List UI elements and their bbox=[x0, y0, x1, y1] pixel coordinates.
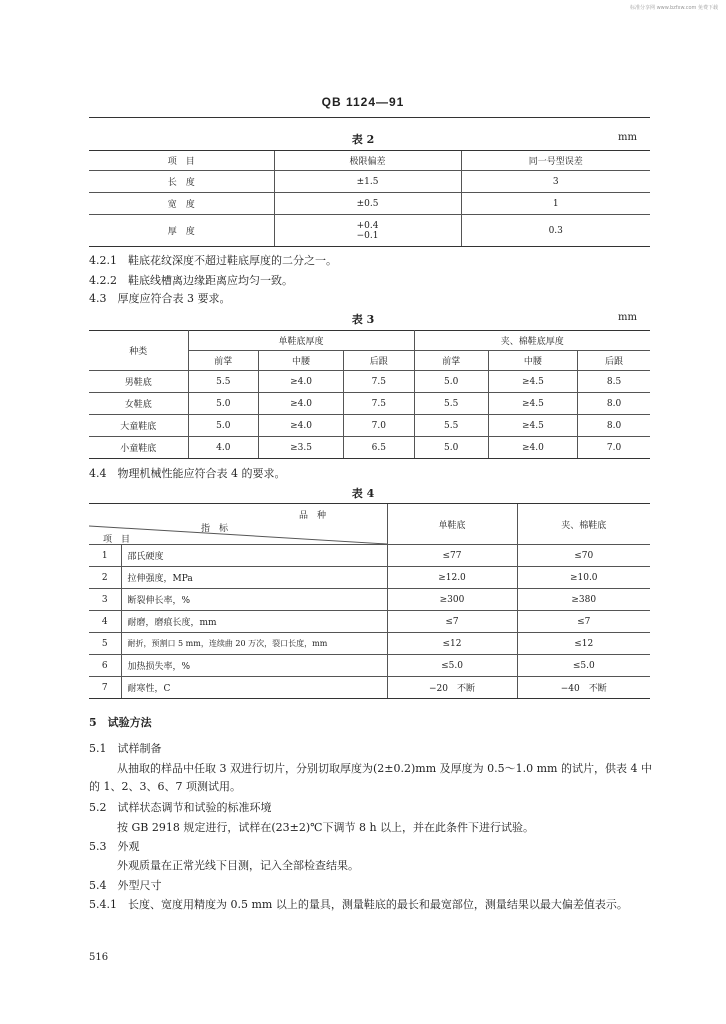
table-cell: 5.0 bbox=[414, 371, 488, 393]
table-cell: ≥4.0 bbox=[488, 437, 577, 459]
page-number: 516 bbox=[89, 952, 109, 963]
table-cell: 4.0 bbox=[188, 437, 259, 459]
table-cell: ±1.5 bbox=[274, 171, 461, 193]
table-row bbox=[89, 589, 650, 611]
table-row bbox=[89, 215, 650, 247]
table4-header-row bbox=[89, 504, 650, 545]
table-cell: ≥4.5 bbox=[488, 371, 577, 393]
table2-header-cell: 同一号型误差 bbox=[461, 151, 650, 171]
table3-kind-header: 种类 bbox=[89, 331, 188, 371]
clause-4-2-2: 4.2.2 鞋底线槽离边缘距离应均匀一致。 bbox=[89, 274, 293, 287]
table-cell: ≤70 bbox=[517, 545, 650, 567]
section-5-3-heading: 5.3 外观 bbox=[89, 840, 140, 853]
table4-caption: 表 4 bbox=[351, 487, 375, 500]
table4-col-header: 夹、棉鞋底 bbox=[517, 504, 650, 545]
section-5-3-text: 外观质量在正常光线下目测，记入全部检查结果。 bbox=[117, 859, 359, 872]
diag-mid-label: 指 标 bbox=[201, 524, 229, 534]
table-cell: 耐寒性，C bbox=[121, 677, 387, 699]
table3-subheader: 中腰 bbox=[259, 351, 344, 371]
row-number: 2 bbox=[89, 567, 121, 589]
section-5-4-1-text: 5.4.1 长度、宽度用精度为 0.5 mm 以上的量具，测量鞋底的最长和最宽部位，测量结果以最大偏差值表示。 bbox=[89, 898, 628, 911]
table4 bbox=[89, 503, 650, 699]
table-cell: 宽 度 bbox=[89, 193, 274, 215]
table-cell: 7.5 bbox=[344, 393, 415, 415]
table3-subheader: 前掌 bbox=[188, 351, 259, 371]
table-cell: ±0.5 bbox=[274, 193, 461, 215]
table-cell: ≥4.0 bbox=[259, 415, 344, 437]
section-5-2-text: 按 GB 2918 规定进行，试样在(23±2)℃下调节 8 h 以上，并在此条件下进行试验。 bbox=[117, 821, 535, 834]
table-cell: 0.3 bbox=[461, 215, 650, 247]
table3-unit: mm bbox=[618, 312, 637, 323]
table2 bbox=[89, 150, 650, 247]
section-5-2-heading: 5.2 试样状态调节和试验的标准环境 bbox=[89, 801, 272, 814]
table-row bbox=[89, 193, 650, 215]
section-5-1-heading: 5.1 试样制备 bbox=[89, 742, 162, 755]
table-cell: ≤12 bbox=[517, 633, 650, 655]
table-cell: 邵氏硬度 bbox=[121, 545, 387, 567]
table-cell: ≥4.5 bbox=[488, 415, 577, 437]
table-cell: ≤7 bbox=[517, 611, 650, 633]
table-cell: 大童鞋底 bbox=[89, 415, 188, 437]
table-cell: ≥4.5 bbox=[488, 393, 577, 415]
table-cell: 7.5 bbox=[344, 371, 415, 393]
table-cell: 男鞋底 bbox=[89, 371, 188, 393]
table-row bbox=[89, 393, 650, 415]
section-5-heading: 5 试验方法 bbox=[89, 716, 152, 729]
table-cell: ≥3.5 bbox=[259, 437, 344, 459]
table-cell: ≤12 bbox=[387, 633, 517, 655]
table3-group-row bbox=[89, 331, 650, 351]
tolerance-plus: +0.4 bbox=[356, 220, 379, 231]
clause-4-3: 4.3 厚度应符合表 3 要求。 bbox=[89, 292, 231, 305]
table-cell: ≥12.0 bbox=[387, 567, 517, 589]
diag-top-label: 品 种 bbox=[299, 511, 327, 521]
table3-group-header: 夹、棉鞋底厚度 bbox=[414, 331, 650, 351]
row-number: 7 bbox=[89, 677, 121, 699]
table-cell: ≤7 bbox=[387, 611, 517, 633]
table2-header-cell: 项 目 bbox=[89, 151, 274, 171]
table-row bbox=[89, 611, 650, 633]
table-cell: 5.0 bbox=[188, 415, 259, 437]
table2-header-row bbox=[89, 151, 650, 171]
table-cell: ≥380 bbox=[517, 589, 650, 611]
table2-caption: 表 2 bbox=[351, 133, 375, 146]
table3-subheader: 后跟 bbox=[578, 351, 650, 371]
table3-subheader: 后跟 bbox=[344, 351, 415, 371]
table-cell: 耐折，预割口 5 mm，连续曲 20 万次，裂口长度，mm bbox=[121, 633, 387, 655]
table-cell: ≤77 bbox=[387, 545, 517, 567]
table3-subheader: 前掌 bbox=[414, 351, 488, 371]
table-cell: 长 度 bbox=[89, 171, 274, 193]
table-cell: 5.0 bbox=[414, 437, 488, 459]
table-row bbox=[89, 633, 650, 655]
table3-subheader: 中腰 bbox=[488, 351, 577, 371]
table-row bbox=[89, 655, 650, 677]
standard-header: QB 1124—91 bbox=[321, 95, 405, 109]
table-cell: ≤5.0 bbox=[517, 655, 650, 677]
watermark: 标准分享网 www.bzfxw.com 免费下载 bbox=[630, 5, 718, 11]
table4-diagonal-header bbox=[89, 504, 387, 545]
section-5-4-heading: 5.4 外型尺寸 bbox=[89, 879, 162, 892]
table-cell: 6.5 bbox=[344, 437, 415, 459]
table3 bbox=[89, 330, 650, 459]
row-number: 4 bbox=[89, 611, 121, 633]
table-cell: 厚 度 bbox=[89, 215, 274, 247]
table2-unit: mm bbox=[618, 132, 637, 143]
table3-caption: 表 3 bbox=[351, 313, 375, 326]
section-5-1-text: 从抽取的样品中任取 3 双进行切片，分别切取厚度为(2±0.2)mm 及厚度为 0.5～1.0 mm 的试片，供表 4 中的 1、2、3、6、7 项测试用。 bbox=[89, 762, 652, 793]
table-cell: 女鞋底 bbox=[89, 393, 188, 415]
table-cell: 5.0 bbox=[188, 393, 259, 415]
table-row bbox=[89, 415, 650, 437]
table-row bbox=[89, 371, 650, 393]
table-row bbox=[89, 437, 650, 459]
table-cell: 7.0 bbox=[578, 437, 650, 459]
row-number: 5 bbox=[89, 633, 121, 655]
table-cell: −20 不断 bbox=[387, 677, 517, 699]
table-cell: −40 不断 bbox=[517, 677, 650, 699]
clause-4-4: 4.4 物理机械性能应符合表 4 的要求。 bbox=[89, 467, 286, 480]
table-cell: 耐磨，磨痕长度，mm bbox=[121, 611, 387, 633]
table-cell: 加热损失率，% bbox=[121, 655, 387, 677]
row-number: 3 bbox=[89, 589, 121, 611]
table-cell: 8.5 bbox=[578, 371, 650, 393]
table-cell: 3 bbox=[461, 171, 650, 193]
row-number: 1 bbox=[89, 545, 121, 567]
diagonal-line bbox=[89, 504, 387, 544]
table3-group-header: 单鞋底厚度 bbox=[188, 331, 414, 351]
table-cell: ≥4.0 bbox=[259, 393, 344, 415]
table-cell: 5.5 bbox=[414, 393, 488, 415]
table-cell: ≥300 bbox=[387, 589, 517, 611]
table-cell: 5.5 bbox=[414, 415, 488, 437]
table-cell: 小童鞋底 bbox=[89, 437, 188, 459]
table-cell: 8.0 bbox=[578, 393, 650, 415]
table-cell: 断裂伸长率，% bbox=[121, 589, 387, 611]
clause-4-2-1: 4.2.1 鞋底花纹深度不超过鞋底厚度的二分之一。 bbox=[89, 254, 337, 267]
table-row bbox=[89, 567, 650, 589]
row-number: 6 bbox=[89, 655, 121, 677]
table-cell: ≤5.0 bbox=[387, 655, 517, 677]
table-cell: ≥10.0 bbox=[517, 567, 650, 589]
table4-col-header: 单鞋底 bbox=[387, 504, 517, 545]
table-cell: 5.5 bbox=[188, 371, 259, 393]
header-rule bbox=[89, 117, 650, 118]
table-cell: 8.0 bbox=[578, 415, 650, 437]
tolerance-minus: −0.1 bbox=[356, 230, 379, 241]
table-cell: 拉伸强度，MPa bbox=[121, 567, 387, 589]
table-cell: ≥4.0 bbox=[259, 371, 344, 393]
table2-header-cell: 极限偏差 bbox=[274, 151, 461, 171]
table-cell: 7.0 bbox=[344, 415, 415, 437]
table-cell bbox=[274, 215, 461, 247]
table-row bbox=[89, 171, 650, 193]
table-row bbox=[89, 545, 650, 567]
table-cell: 1 bbox=[461, 193, 650, 215]
table-row bbox=[89, 677, 650, 699]
diag-bottom-label: 项 目 bbox=[103, 535, 131, 545]
